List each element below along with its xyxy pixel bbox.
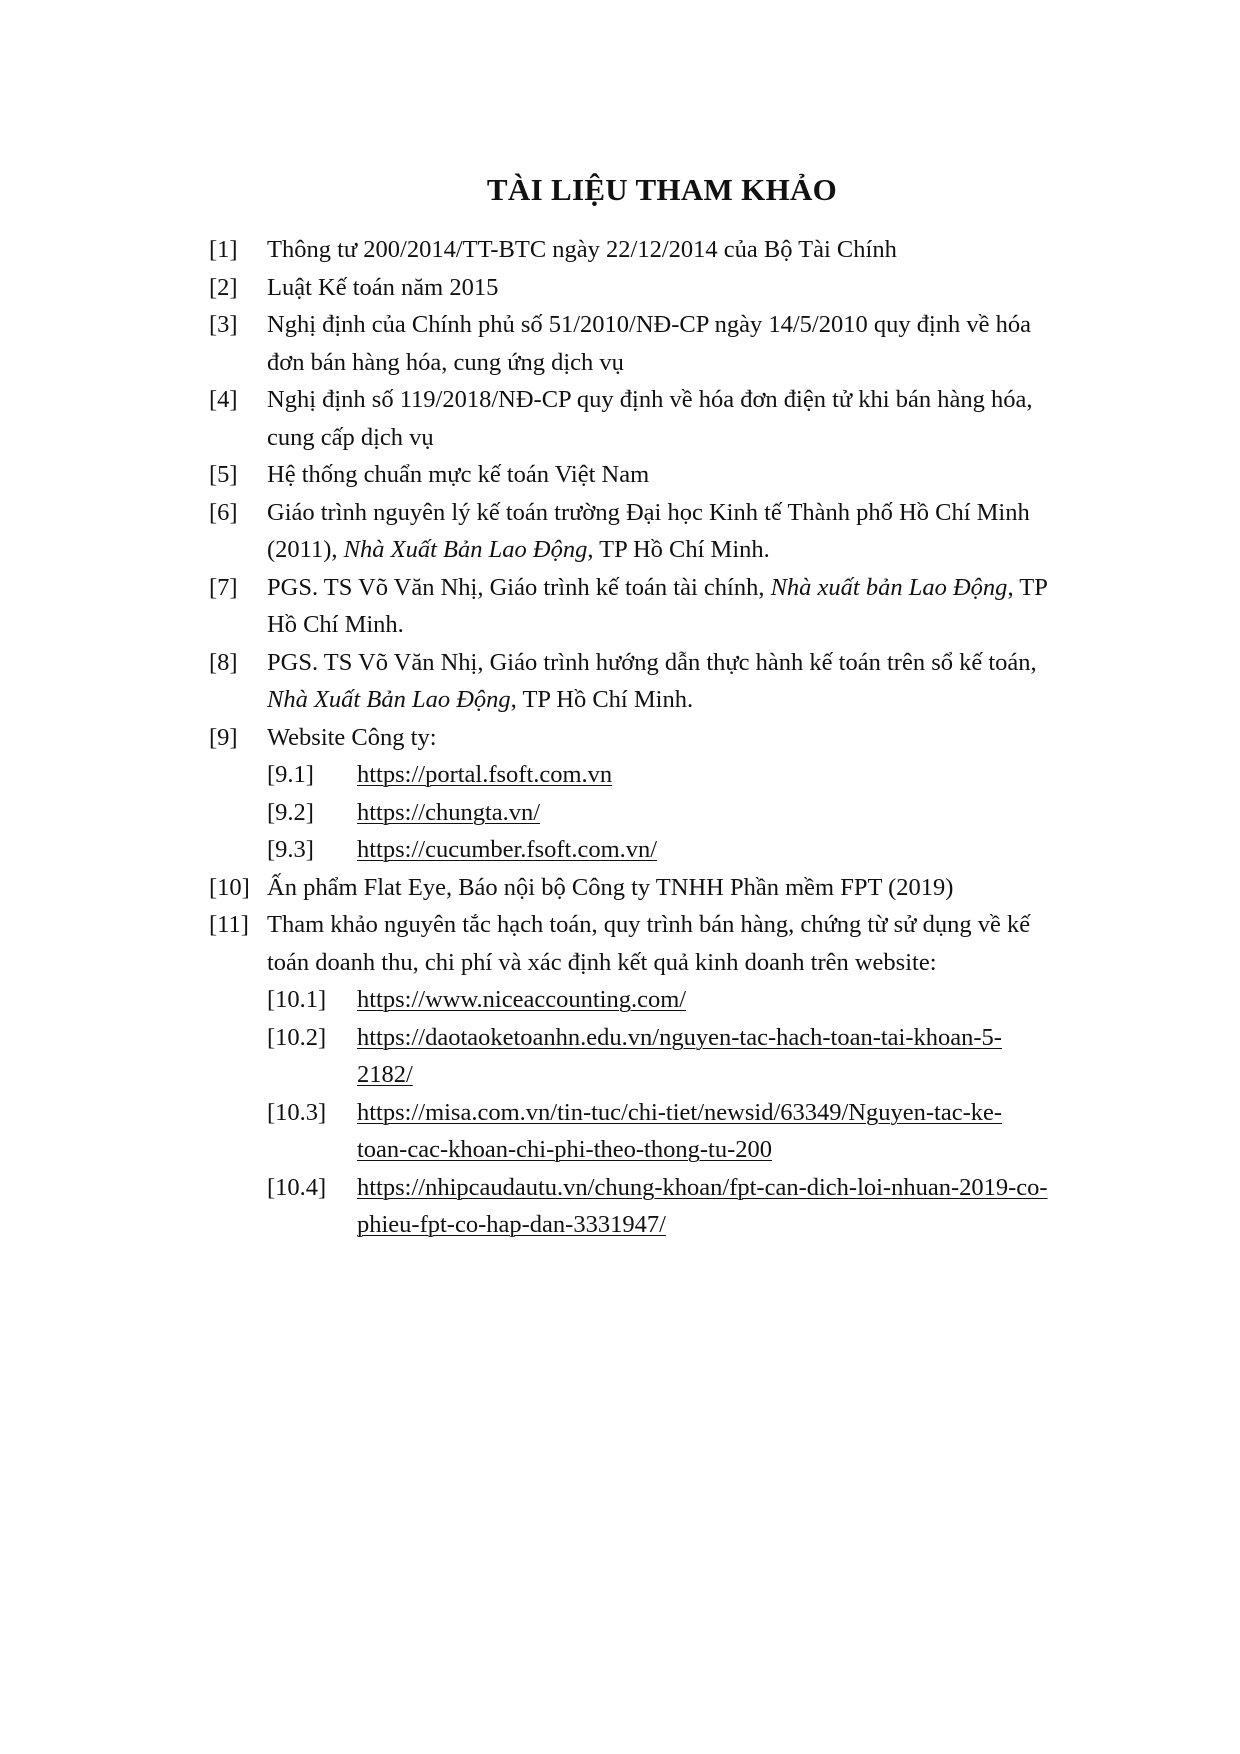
reference-text-line: PGS. TS Võ Văn Nhị, Giáo trình hướng dẫn thực hành kế toán trên sổ kế toán, [267,648,1037,676]
website-item-10-2 [209,1019,1129,1094]
sub-reference-number: [10.4] [267,1173,327,1201]
reference-text-line: Nghị định của Chính phủ số 51/2010/NĐ-CP ngày 14/5/2010 quy định về hóa [267,311,1031,338]
sub-reference-number: [10.3] [267,1098,327,1126]
reference-item-1 [209,231,1129,269]
website-item-10-4 [209,1169,1129,1244]
reference-item-10 [209,869,1129,907]
reference-item-4 [209,381,1129,456]
reference-text [267,569,1129,644]
website-link-line[interactable]: 2182/ [357,1061,413,1088]
reference-text [267,381,1129,456]
reference-number: [9] [209,723,238,751]
reference-text-segment: , TP Hồ Chí Minh. [510,686,694,713]
website-link-line[interactable]: https://daotaoketoanhn.edu.vn/nguyen-tac-hach-toan-tai-khoan-5- [357,1023,1002,1051]
reference-text [267,906,1129,981]
website-link-line[interactable]: toan-cac-khoan-chi-phi-theo-thong-tu-200 [357,1136,772,1163]
reference-number: [8] [209,648,238,676]
reference-item-2 [209,269,1129,307]
website-link[interactable]: https://portal.fsoft.com.vn [357,761,613,788]
reference-text [267,494,1129,569]
page-title: TÀI LIỆU THAM KHẢO [486,172,838,207]
reference-number: [1] [209,236,238,263]
website-item-9-1 [209,756,1129,794]
website-link-line[interactable]: https://misa.com.vn/tin-tuc/chi-tiet/newsid/63349/Nguyen-tac-ke- [357,1098,1003,1126]
website-link[interactable] [357,1094,1129,1169]
reference-item-3 [209,306,1129,381]
reference-item-9 [209,719,1129,757]
website-item-9-3 [209,831,1129,869]
reference-number: [7] [209,573,238,601]
sub-reference-number: [10.2] [267,1023,327,1051]
website-link[interactable]: https://chungta.vn/ [357,798,541,826]
reference-text [267,644,1129,719]
website-item-9-2 [209,794,1129,832]
reference-text-line: đơn bán hàng hóa, cung ứng dịch vụ [267,348,624,376]
website-link[interactable]: https://cucumber.fsoft.com.vn/ [357,836,658,863]
sub-reference-number: [9.3] [267,836,314,863]
reference-item-8 [209,644,1129,719]
reference-text-line: toán doanh thu, chi phí và xác định kết quả kinh doanh trên website: [267,948,937,976]
sub-reference-number: [9.1] [267,761,314,788]
reference-text-line: Nghị định số 119/2018/NĐ-CP quy định về hóa đơn điện tử khi bán hàng hóa, [267,386,1033,413]
reference-text-line: cung cấp dịch vụ [267,423,434,451]
reference-text: Hệ thống chuẩn mực kế toán Việt Nam [267,461,650,488]
website-link[interactable] [357,1169,1129,1244]
reference-text: Ấn phẩm Flat Eye, Báo nội bộ Công ty TNHH Phần mềm FPT (2019) [267,873,954,901]
sub-reference-number: [9.2] [267,798,314,826]
reference-text [267,306,1129,381]
website-link[interactable] [357,981,1129,1019]
reference-text: Thông tư 200/2014/TT-BTC ngày 22/12/2014 của Bộ Tài Chính [267,236,897,263]
reference-text-segment: (2011), [267,536,344,563]
website-link-line[interactable]: https://nhipcaudautu.vn/chung-khoan/fpt-can-dich-loi-nhuan-2019-co- [357,1173,1048,1201]
publisher-name: Nhà Xuất Bản Lao Động [267,686,511,713]
reference-number: [6] [209,498,238,526]
reference-item-7 [209,569,1129,644]
reference-text-segment: , TP [1007,573,1048,601]
reference-text: Website Công ty: [267,723,437,751]
website-link-line[interactable]: https://www.niceaccounting.com/ [357,986,687,1013]
reference-text-line: Hồ Chí Minh. [267,611,404,638]
sub-reference-number: [10.1] [267,986,327,1013]
reference-item-5 [209,456,1129,494]
reference-list [209,231,1129,1244]
reference-text-line: Giáo trình nguyên lý kế toán trường Đại học Kinh tế Thành phố Hồ Chí Minh [267,498,1030,526]
reference-number: [5] [209,461,238,488]
reference-number: [11] [209,911,249,938]
reference-number: [2] [209,273,238,301]
website-link-line[interactable]: phieu-fpt-co-hap-dan-3331947/ [357,1211,666,1238]
publisher-name: Nhà xuất bản Lao Động [770,573,1008,601]
reference-text-segment: PGS. TS Võ Văn Nhị, Giáo trình kế toán tài chính, [267,573,771,601]
reference-text-line [267,531,1129,569]
reference-item-11 [209,906,1129,981]
website-item-10-3 [209,1094,1129,1169]
reference-item-6 [209,494,1129,569]
reference-text-line [267,569,1129,607]
website-link[interactable] [357,1019,1129,1094]
reference-number: [10] [209,873,250,901]
reference-number: [3] [209,311,238,338]
website-item-10-1 [209,981,1129,1019]
reference-text: Luật Kế toán năm 2015 [267,273,499,301]
reference-number: [4] [209,386,238,413]
reference-text-segment: , TP Hồ Chí Minh. [587,536,770,563]
reference-text-line [267,681,1129,719]
publisher-name: Nhà Xuất Bản Lao Động [343,536,588,563]
reference-text-line: Tham khảo nguyên tắc hạch toán, quy trình bán hàng, chứng từ sử dụng về kế [267,911,1031,938]
